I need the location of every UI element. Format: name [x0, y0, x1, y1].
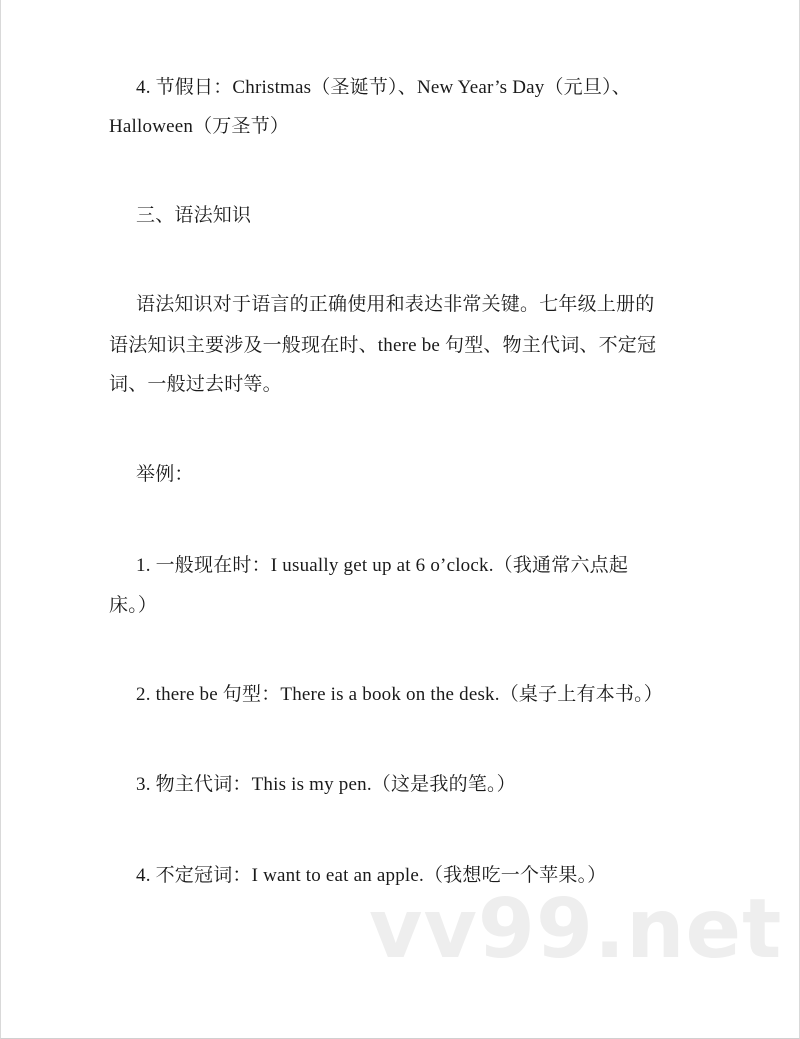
example-1-line-1: 1. 一般现在时：I usually get up at 6 o’clock.（我通常六点起 — [136, 555, 629, 576]
example-4: 4. 不定冠词：I want to eat an apple.（我想吃一个苹果。） — [136, 865, 607, 886]
watermark: vv99.net — [369, 882, 783, 977]
examples-label: 举例： — [136, 464, 194, 485]
section-heading: 三、语法知识 — [136, 205, 252, 226]
example-2: 2. there be 句型：There is a book on the desk.（桌子上有本书。） — [136, 684, 664, 705]
example-3: 3. 物主代词：This is my pen.（这是我的笔。） — [136, 774, 516, 795]
intro-paragraph-line-2: 语法知识主要涉及一般现在时、there be 句型、物主代词、不定冠 — [109, 335, 657, 356]
holidays-line-2: Halloween（万圣节） — [109, 116, 290, 137]
intro-paragraph-line-1: 语法知识对于语言的正确使用和表达非常关键。七年级上册的 — [136, 294, 655, 315]
example-1-line-2: 床。） — [109, 595, 158, 616]
holidays-line-1: 4. 节假日：Christmas（圣诞节）、New Year’s Day（元旦）、 — [136, 77, 631, 98]
intro-paragraph-line-3: 词、一般过去时等。 — [109, 374, 282, 395]
